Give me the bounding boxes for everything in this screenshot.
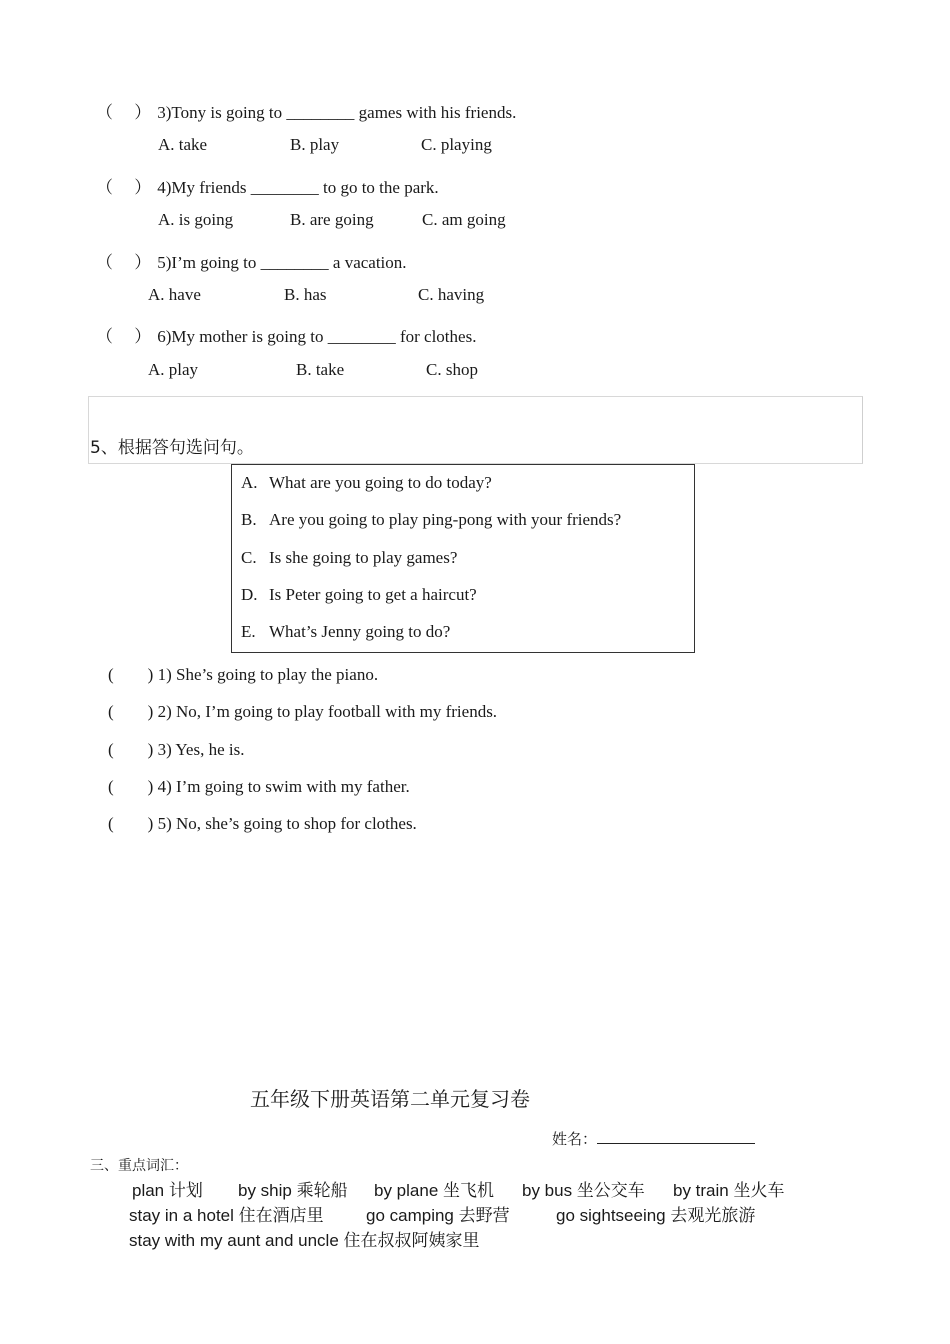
vocab-item: by plane 坐飞机 (374, 1181, 494, 1200)
choice-letter: E. (241, 622, 256, 641)
option-b: B. has (284, 285, 327, 304)
answer-paren: ( ) (108, 740, 154, 759)
option-a: A. take (158, 135, 208, 154)
answer-text: 2) No, I’m going to play football with my friends. (157, 702, 498, 721)
vocab-heading: 三、重点词汇： (90, 1158, 188, 1174)
option-b: B. take (296, 360, 345, 379)
answer-row (108, 697, 497, 722)
answer-text: 4) I’m going to swim with my father. (157, 777, 410, 796)
choice-text: What are you going to do today? (269, 473, 492, 492)
section-5-title: 5、根据答句选问句。 (90, 438, 254, 458)
vocab-item: plan 计划 (132, 1181, 203, 1200)
choice-d (241, 585, 477, 605)
question-6 (96, 322, 476, 347)
question-stem: 4)My friends ________ to go to the park. (157, 178, 439, 197)
answer-row (108, 660, 378, 685)
option-a: A. is going (158, 210, 234, 229)
choices-box (231, 464, 695, 653)
choice-text: What’s Jenny going to do? (269, 622, 451, 641)
vocab-item: by train 坐火车 (673, 1181, 785, 1200)
question-stem: 3)Tony is going to ________ games with his friends. (157, 103, 517, 122)
option-a: A. play (148, 360, 199, 379)
answer-paren: ( ) (108, 814, 154, 833)
question-5 (96, 248, 407, 273)
vocab-item: stay with my aunt and uncle 住在叔叔阿姨家里 (129, 1231, 480, 1250)
answer-paren: ( ) (108, 777, 154, 796)
option-c: C. having (418, 285, 485, 304)
page-title: 五年级下册英语第二单元复习卷 (250, 1087, 530, 1111)
answer-row (108, 772, 410, 797)
vocab-item: go sightseeing 去观光旅游 (556, 1206, 756, 1225)
answer-paren: ( ) (108, 702, 154, 721)
vocab-item: by ship 乘轮船 (238, 1181, 348, 1200)
answer-row (108, 735, 244, 760)
answer-row (108, 809, 417, 834)
choice-text: Is she going to play games? (269, 548, 458, 567)
answer-paren: （ ） (96, 253, 152, 272)
option-c: C. playing (421, 135, 492, 154)
question-3 (96, 98, 516, 123)
name-blank (597, 1129, 755, 1144)
answer-text: 3) Yes, he is. (157, 740, 245, 759)
answer-paren: （ ） (96, 103, 152, 122)
vocab-item: stay in a hotel 住在酒店里 (129, 1206, 324, 1225)
answer-paren: （ ） (96, 327, 152, 346)
choice-b (241, 510, 621, 530)
question-4 (96, 173, 439, 198)
choice-letter: A. (241, 473, 258, 492)
choice-letter: C. (241, 548, 257, 567)
option-c: C. shop (426, 360, 478, 379)
choice-text: Is Peter going to get a haircut? (269, 585, 477, 604)
question-stem: 5)I’m going to ________ a vacation. (157, 253, 407, 272)
answer-paren: （ ） (96, 178, 152, 197)
question-stem: 6)My mother is going to ________ for clothes. (157, 327, 477, 346)
choice-letter: D. (241, 585, 258, 604)
option-b: B. play (290, 135, 340, 154)
answer-text: 1) She’s going to play the piano. (157, 665, 379, 684)
choice-a (241, 473, 492, 493)
vocab-item: by bus 坐公交车 (522, 1181, 645, 1200)
answer-text: 5) No, she’s going to shop for clothes. (157, 814, 417, 833)
choice-c (241, 548, 457, 568)
option-b: B. are going (290, 210, 374, 229)
vocab-item: go camping 去野营 (366, 1206, 510, 1225)
choice-text: Are you going to play ping-pong with your friends? (269, 510, 622, 529)
option-c: C. am going (422, 210, 506, 229)
option-a: A. have (148, 285, 201, 304)
choice-e (241, 622, 450, 642)
name-label: 姓名： (552, 1130, 598, 1148)
name-field (552, 1128, 755, 1149)
choice-letter: B. (241, 510, 257, 529)
answer-paren: ( ) (108, 665, 154, 684)
